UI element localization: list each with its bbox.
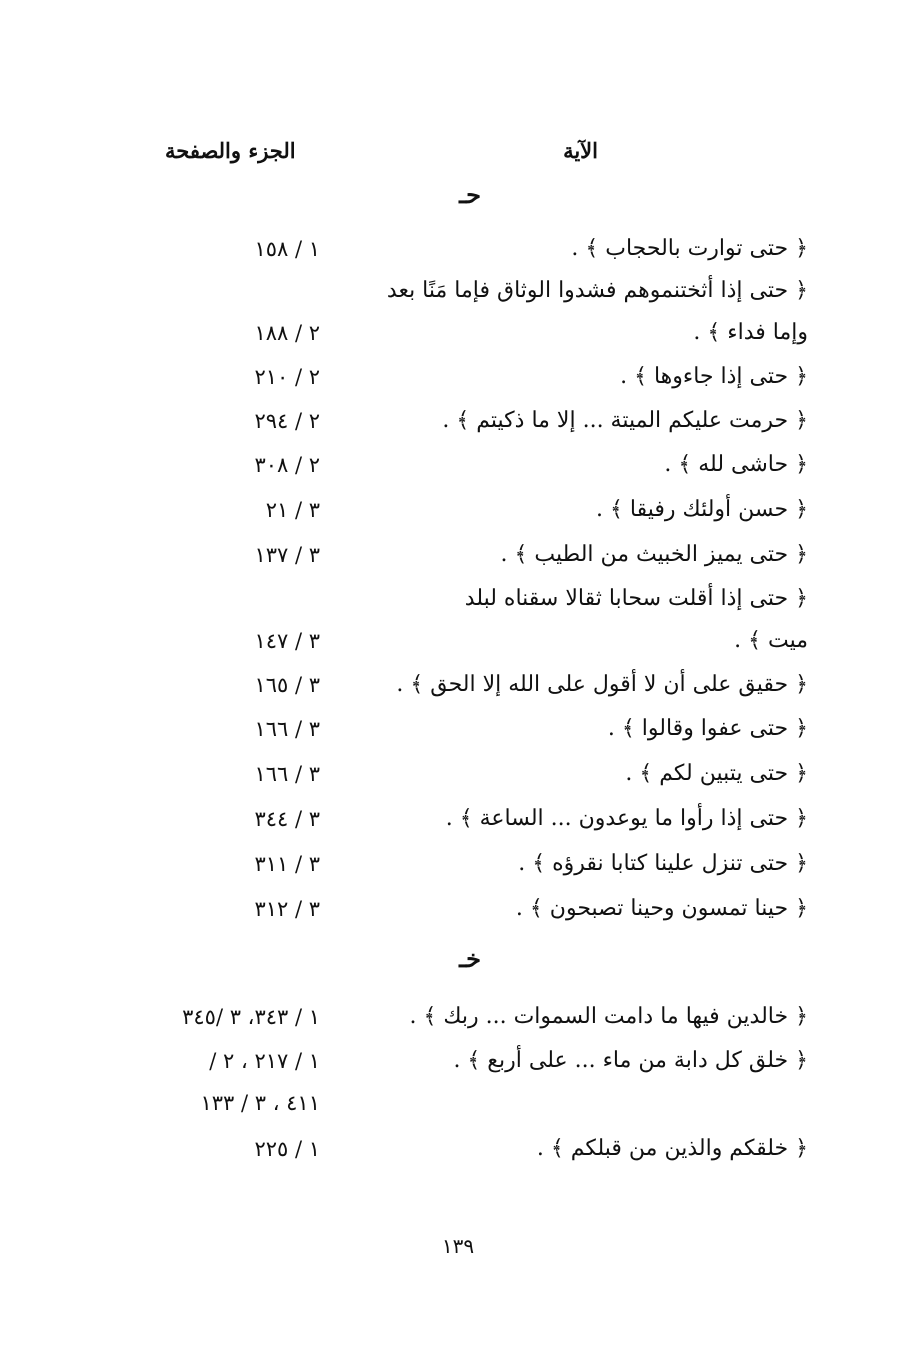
verse-entry: ﴿ حتى يميز الخبيث من الطيب ﴾ . bbox=[500, 542, 808, 567]
verse-column-header: الآية bbox=[563, 138, 598, 163]
verse-entry: وإما فداء ﴾ . bbox=[693, 320, 808, 345]
verse-reference: ٣ / ٢١ bbox=[265, 498, 320, 522]
verse-entry: ﴿ حتى إذا أقلت سحابا ثقالا سقناه لبلد bbox=[464, 586, 808, 611]
verse-entry: ﴿ حتى عفوا وقالوا ﴾ . bbox=[607, 716, 808, 741]
verse-entry: ﴿ خلقكم والذين من قبلكم ﴾ . bbox=[536, 1136, 808, 1161]
verse-reference: ٣ / ٣١١ bbox=[254, 852, 320, 876]
verse-reference: ١ / ١٥٨ bbox=[254, 237, 320, 261]
verse-entry: ﴿ حاشى لله ﴾ . bbox=[664, 452, 808, 477]
verse-reference: ١ / ٢١٧ ، ٢ / bbox=[209, 1049, 320, 1073]
verse-entry: ﴿ حتى إذا رأوا ما يوعدون ... الساعة ﴾ . bbox=[445, 806, 808, 831]
verse-reference: ٣ / ١٤٧ bbox=[254, 629, 320, 653]
verse-reference: ٣ / ٣٤٤ bbox=[254, 807, 320, 831]
verse-entry: ميت ﴾ . bbox=[734, 628, 808, 653]
verse-reference: ٢ / ٢١٠ bbox=[254, 365, 320, 389]
page-number: ١٣٩ bbox=[441, 1234, 475, 1258]
verse-entry: ﴿ حتى إذا جاءوها ﴾ . bbox=[620, 364, 808, 389]
verse-reference: ٢ / ٢٩٤ bbox=[254, 409, 320, 433]
verse-entry: ﴿ حينا تمسون وحينا تصبحون ﴾ . bbox=[515, 896, 808, 921]
verse-entry: ﴿ حتى تنزل علينا كتابا نقرؤه ﴾ . bbox=[518, 851, 808, 876]
verse-entry: ﴿ حرمت عليكم الميتة ... إلا ما ذكيتم ﴾ . bbox=[442, 408, 808, 433]
verse-reference: ٢ / ١٨٨ bbox=[254, 321, 320, 345]
verse-entry: ﴿ حتى إذا أثختنموهم فشدوا الوثاق فإما مَنًا بعد bbox=[386, 278, 808, 303]
verse-entry: ﴿ خالدين فيها ما دامت السموات ... ربك ﴾ . bbox=[409, 1004, 808, 1029]
verse-reference: ٣ / ١٣٧ bbox=[254, 543, 320, 567]
verse-reference: ٣ / ١٦٥ bbox=[254, 673, 320, 697]
verse-reference: ١ / ٣٤٣، ٣ /٣٤٥ bbox=[182, 1005, 320, 1029]
reference-column-header: الجزء والصفحة bbox=[165, 138, 296, 163]
verse-reference-continued: ٤١١ ، ٣ / ١٣٣ bbox=[200, 1091, 320, 1115]
verse-entry: ﴿ حتى توارت بالحجاب ﴾ . bbox=[571, 236, 808, 261]
verse-reference: ٣ / ٣١٢ bbox=[254, 897, 320, 921]
section-letter-khaa: خـ bbox=[459, 944, 481, 973]
verse-entry: ﴿ حقيق على أن لا أقول على الله إلا الحق ﴾ . bbox=[396, 672, 808, 697]
verse-entry: ﴿ حسن أولئك رفيقا ﴾ . bbox=[596, 497, 808, 522]
verse-reference: ٣ / ١٦٦ bbox=[254, 762, 320, 786]
verse-entry: ﴿ حتى يتبين لكم ﴾ . bbox=[625, 761, 808, 786]
verse-reference: ٢ / ٣٠٨ bbox=[254, 453, 320, 477]
verse-entry: ﴿ خلق كل دابة من ماء ... على أربع ﴾ . bbox=[453, 1048, 808, 1073]
verse-reference: ٣ / ١٦٦ bbox=[254, 717, 320, 741]
section-letter-haa: حـ bbox=[459, 180, 481, 209]
verse-reference: ١ / ٢٢٥ bbox=[254, 1137, 320, 1161]
